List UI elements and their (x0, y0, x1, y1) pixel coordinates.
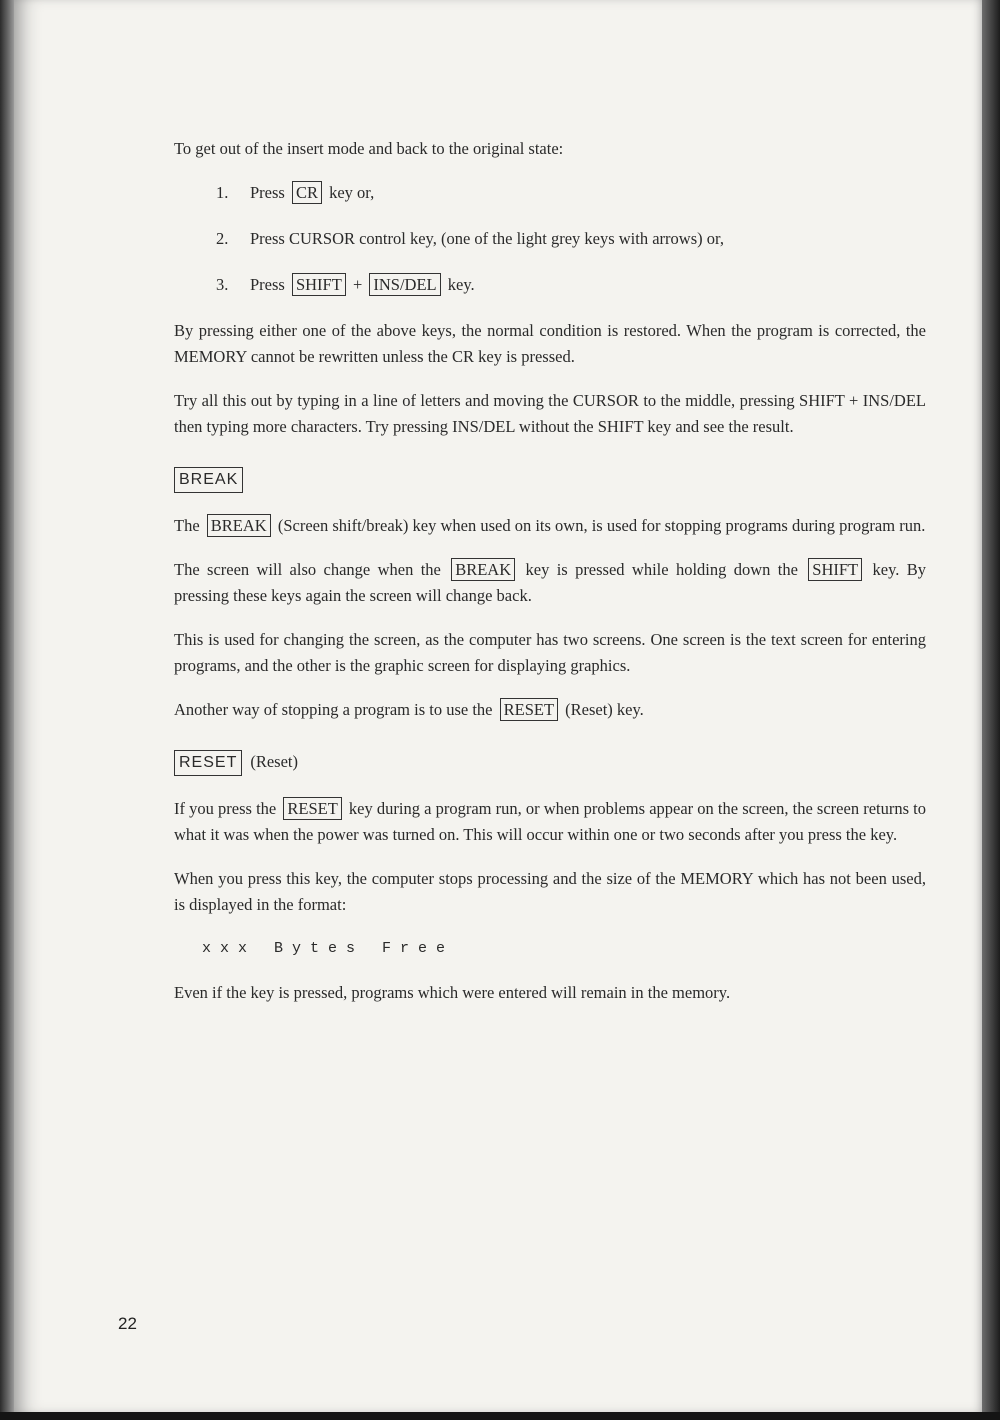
reset-section-heading (174, 749, 926, 776)
text: (Reset) key. (561, 700, 644, 719)
intro-paragraph: To get out of the insert mode and back to the original state: (174, 139, 564, 158)
step-3-post: key. (443, 275, 475, 294)
reset-key-label: RESET (283, 797, 341, 820)
text: (Screen shift/break) key when used on its own, is used for stopping programs during program run. (273, 516, 926, 535)
reset-heading-suffix: (Reset) (250, 752, 298, 771)
step-1 (216, 180, 926, 206)
step-text (250, 180, 374, 206)
text: If you press the (174, 799, 281, 818)
page-number: 22 (118, 1314, 137, 1333)
step-3 (216, 272, 926, 298)
book-spine-shadow (0, 0, 14, 1420)
step-3-pre: Press (250, 275, 289, 294)
step-number: 3. (216, 275, 229, 294)
page-bottom-edge (0, 1412, 1000, 1420)
restore-paragraph: By pressing either one of the above keys, the normal condition is restored. When the program is corrected, the MEMORY cannot be rewritten unless the CR key is pressed. (174, 321, 926, 366)
break-key-label: BREAK (207, 514, 271, 537)
text: key is pressed while holding down the (518, 560, 806, 579)
step-1-pre: Press (250, 183, 289, 202)
text: Another way of stopping a program is to use the (174, 700, 497, 719)
break-paragraph-3: This is used for changing the screen, as the computer has two screens. One screen is the text screen for entering programs, and the other is the graphic screen for displaying graphics. (174, 630, 926, 675)
break-heading-key: BREAK (174, 467, 243, 493)
step-2-text: Press CURSOR control key, (one of the light grey keys with arrows) or, (250, 229, 724, 248)
step-text (250, 272, 475, 298)
shift-key-label: SHIFT (292, 273, 346, 296)
break-paragraph-4 (174, 697, 926, 723)
reset-key-label: RESET (500, 698, 558, 721)
shift-key-label: SHIFT (808, 558, 862, 581)
text: key. By pressing these keys again the screen will change back. (174, 560, 926, 605)
reset-paragraph-2: When you press this key, the computer stops processing and the size of the MEMORY which has not been used, is displayed in the format: (174, 869, 926, 914)
cr-key-label: CR (292, 181, 322, 204)
reset-heading-key: RESET (174, 750, 242, 776)
text: The (174, 516, 204, 535)
reset-paragraph-1 (174, 796, 926, 848)
plus-sign: + (352, 275, 367, 294)
bytes-free-format: xxx Bytes Free (202, 940, 455, 957)
page-content (174, 136, 926, 1024)
step-2 (216, 226, 926, 252)
ins-del-key-label: INS/DEL (369, 273, 440, 296)
page-right-edge (982, 0, 1000, 1420)
reset-paragraph-3: Even if the key is pressed, programs which were entered will remain in the memory. (174, 983, 731, 1002)
step-number: 2. (216, 229, 229, 248)
text: The screen will also change when the (174, 560, 449, 579)
text: key during a program run, or when problems appear on the screen, the screen returns to what it was when the power was turned on. This will occur within one or two seconds after you press the key. (174, 799, 926, 844)
break-key-label: BREAK (451, 558, 515, 581)
manual-page (14, 0, 982, 1412)
break-paragraph-2 (174, 557, 926, 609)
break-section-heading (174, 466, 926, 493)
break-paragraph-1 (174, 513, 926, 539)
try-paragraph: Try all this out by typing in a line of letters and moving the CURSOR to the middle, pressing SHIFT + INS/DEL then typing more characters. Try pressing INS/DEL without the SHIFT key and see the result. (174, 391, 926, 436)
step-number: 1. (216, 183, 229, 202)
step-1-post: key or, (324, 183, 375, 202)
exit-insert-steps (216, 180, 926, 298)
